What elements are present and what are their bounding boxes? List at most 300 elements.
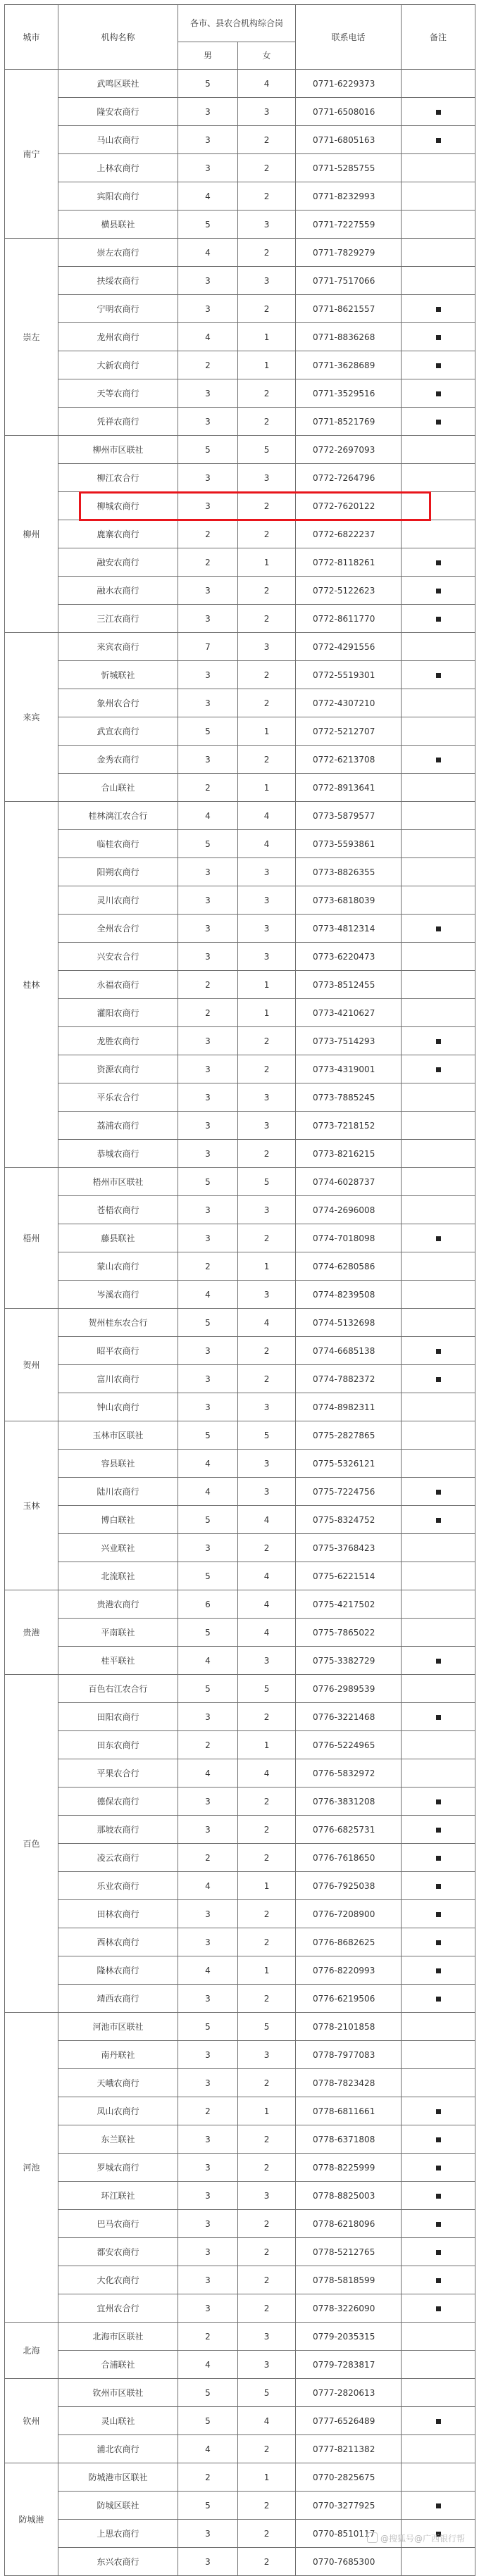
- note-cell: [402, 2154, 475, 2182]
- org-cell: 柳州市区联社: [58, 436, 178, 464]
- note-cell: [402, 1365, 475, 1393]
- org-cell: 贺州桂东农合行: [58, 1309, 178, 1337]
- org-cell: 河池市区联社: [58, 2013, 178, 2041]
- female-cell: 3: [238, 1450, 296, 1478]
- note-cell: [402, 1619, 475, 1647]
- phone-cell: 0778-7823428: [296, 2069, 402, 2097]
- org-cell: 上林农商行: [58, 154, 178, 182]
- phone-cell: 0776-8220993: [296, 1956, 402, 1985]
- phone-cell: 0778-5818599: [296, 2266, 402, 2294]
- org-cell: 乐业农商行: [58, 1872, 178, 1900]
- note-cell: [402, 1759, 475, 1788]
- org-cell: 柳城农商行: [58, 492, 178, 520]
- note-cell: [402, 1703, 475, 1731]
- phone-cell: 0771-6508016: [296, 98, 402, 126]
- table-row: [5, 1675, 475, 1703]
- table-row: [5, 520, 475, 548]
- note-cell: [402, 2069, 475, 2097]
- table-row: [5, 1281, 475, 1309]
- org-cell: 隆安农商行: [58, 98, 178, 126]
- male-cell: 3: [178, 379, 238, 408]
- note-cell: [402, 2013, 475, 2041]
- phone-cell: 0771-8836268: [296, 323, 402, 351]
- city-cell: 贵港: [5, 1590, 58, 1675]
- org-cell: 田东农商行: [58, 1731, 178, 1759]
- phone-cell: 0771-7517066: [296, 267, 402, 295]
- org-cell: 平乐农合行: [58, 1083, 178, 1112]
- phone-cell: 0772-2697093: [296, 436, 402, 464]
- phone-cell: 0776-6825731: [296, 1816, 402, 1844]
- note-cell: [402, 379, 475, 408]
- female-cell: 1: [238, 548, 296, 577]
- note-cell: [402, 633, 475, 661]
- org-cell: 环江联社: [58, 2182, 178, 2210]
- phone-cell: 0778-3226090: [296, 2294, 402, 2323]
- female-cell: 2: [238, 1140, 296, 1168]
- phone-cell: 0775-8324752: [296, 1506, 402, 1534]
- phone-cell: 0772-4291556: [296, 633, 402, 661]
- org-cell: 凌云农商行: [58, 1844, 178, 1872]
- table-row: [5, 577, 475, 605]
- note-cell: [402, 802, 475, 830]
- org-cell: 凤山农商行: [58, 2097, 178, 2125]
- phone-cell: 0775-6221514: [296, 1562, 402, 1590]
- phone-cell: 0778-6218096: [296, 2210, 402, 2238]
- org-cell: 忻城联社: [58, 661, 178, 689]
- phone-cell: 0779-2035315: [296, 2323, 402, 2351]
- org-cell: 龙州农商行: [58, 323, 178, 351]
- male-cell: 3: [178, 267, 238, 295]
- female-cell: 1: [238, 1872, 296, 1900]
- female-cell: 2: [238, 1365, 296, 1393]
- male-cell: 2: [178, 351, 238, 379]
- male-cell: 3: [178, 1337, 238, 1365]
- org-cell: 金秀农商行: [58, 746, 178, 774]
- phone-cell: 0776-3831208: [296, 1788, 402, 1816]
- phone-cell: 0773-5593861: [296, 830, 402, 858]
- female-cell: 2: [238, 746, 296, 774]
- city-cell: 柳州: [5, 436, 58, 633]
- male-cell: 3: [178, 98, 238, 126]
- note-cell: [402, 1478, 475, 1506]
- female-cell: 2: [238, 1788, 296, 1816]
- table-row: [5, 999, 475, 1027]
- male-cell: 3: [178, 1900, 238, 1928]
- male-cell: 5: [178, 1506, 238, 1534]
- table-row: [5, 1252, 475, 1281]
- phone-cell: 0773-6818039: [296, 886, 402, 915]
- phone-cell: 0773-7514293: [296, 1027, 402, 1055]
- org-cell: 兴业联社: [58, 1534, 178, 1562]
- table-row: [5, 2548, 475, 2576]
- male-cell: 4: [178, 182, 238, 211]
- phone-cell: 0776-2989539: [296, 1675, 402, 1703]
- table-row: [5, 98, 475, 126]
- table-row: [5, 2379, 475, 2407]
- phone-cell: 0773-8512455: [296, 971, 402, 999]
- org-cell: 昭平农商行: [58, 1337, 178, 1365]
- female-cell: 3: [238, 2041, 296, 2069]
- male-cell: 2: [178, 1731, 238, 1759]
- table-row: [5, 1140, 475, 1168]
- square-mark-icon: [436, 2137, 441, 2142]
- note-cell: [402, 2238, 475, 2266]
- org-cell: 陆川农商行: [58, 1478, 178, 1506]
- note-cell: [402, 2435, 475, 2463]
- phone-cell: 0773-7885245: [296, 1083, 402, 1112]
- square-mark-icon: [436, 1856, 441, 1861]
- male-cell: 3: [178, 2125, 238, 2154]
- male-cell: 5: [178, 70, 238, 98]
- note-cell: [402, 464, 475, 492]
- org-cell: 梧州市区联社: [58, 1168, 178, 1196]
- header-note: 备注: [402, 5, 475, 70]
- male-cell: 5: [178, 1675, 238, 1703]
- female-cell: 2: [238, 577, 296, 605]
- male-cell: 3: [178, 1083, 238, 1112]
- male-cell: 3: [178, 2520, 238, 2548]
- male-cell: 4: [178, 1956, 238, 1985]
- female-cell: 2: [238, 154, 296, 182]
- phone-cell: 0773-8216215: [296, 1140, 402, 1168]
- table-row: [5, 1534, 475, 1562]
- male-cell: 4: [178, 802, 238, 830]
- note-cell: [402, 1506, 475, 1534]
- table-row: [5, 886, 475, 915]
- sohu-logo-icon: [367, 2532, 378, 2543]
- city-cell: 桂林: [5, 802, 58, 1168]
- male-cell: 4: [178, 2435, 238, 2463]
- note-cell: [402, 1928, 475, 1956]
- table-row: [5, 1928, 475, 1956]
- female-cell: 4: [238, 830, 296, 858]
- female-cell: 2: [238, 1703, 296, 1731]
- table-row: [5, 2125, 475, 2154]
- table-row: [5, 1309, 475, 1337]
- phone-cell: 0778-7977083: [296, 2041, 402, 2069]
- org-cell: 天峨农商行: [58, 2069, 178, 2097]
- org-cell: 贵港农商行: [58, 1590, 178, 1619]
- header-female: 女: [238, 42, 296, 70]
- phone-cell: 0775-2827865: [296, 1421, 402, 1450]
- table-row: [5, 492, 475, 520]
- table-row: [5, 1844, 475, 1872]
- note-cell: [402, 971, 475, 999]
- male-cell: 3: [178, 1196, 238, 1224]
- female-cell: 2: [238, 1224, 296, 1252]
- org-cell: 苍梧农商行: [58, 1196, 178, 1224]
- org-cell: 融安农商行: [58, 548, 178, 577]
- female-cell: 2: [238, 295, 296, 323]
- phone-cell: 0773-5879577: [296, 802, 402, 830]
- table-row: [5, 605, 475, 633]
- phone-cell: 0770-8510117: [296, 2520, 402, 2548]
- male-cell: 3: [178, 154, 238, 182]
- female-cell: 1: [238, 1956, 296, 1985]
- table-row: [5, 1562, 475, 1590]
- male-cell: 2: [178, 999, 238, 1027]
- org-cell: 百色右江农合行: [58, 1675, 178, 1703]
- phone-cell: 0776-7925038: [296, 1872, 402, 1900]
- male-cell: 2: [178, 548, 238, 577]
- male-cell: 3: [178, 1055, 238, 1083]
- phone-cell: 0774-7882372: [296, 1365, 402, 1393]
- square-mark-icon: [436, 2419, 441, 2424]
- male-cell: 4: [178, 1478, 238, 1506]
- table-row: [5, 154, 475, 182]
- note-cell: [402, 2323, 475, 2351]
- note-cell: [402, 577, 475, 605]
- phone-cell: 0776-7618650: [296, 1844, 402, 1872]
- note-cell: [402, 2041, 475, 2069]
- table-row: [5, 746, 475, 774]
- note-cell: [402, 1562, 475, 1590]
- note-cell: [402, 1872, 475, 1900]
- female-cell: 3: [238, 886, 296, 915]
- male-cell: 5: [178, 830, 238, 858]
- note-cell: [402, 492, 475, 520]
- note-cell: [402, 689, 475, 717]
- female-cell: 5: [238, 2013, 296, 2041]
- male-cell: 3: [178, 915, 238, 943]
- note-cell: [402, 1421, 475, 1450]
- note-cell: [402, 1788, 475, 1816]
- square-mark-icon: [436, 363, 441, 368]
- phone-cell: 0772-8118261: [296, 548, 402, 577]
- note-cell: [402, 2351, 475, 2379]
- male-cell: 3: [178, 1027, 238, 1055]
- city-cell: 河池: [5, 2013, 58, 2323]
- note-cell: [402, 1027, 475, 1055]
- org-cell: 武宣农商行: [58, 717, 178, 746]
- female-cell: 2: [238, 2520, 296, 2548]
- male-cell: 3: [178, 577, 238, 605]
- watermark: [367, 2532, 465, 2544]
- org-cell: 宁明农商行: [58, 295, 178, 323]
- female-cell: 2: [238, 379, 296, 408]
- female-cell: 3: [238, 2323, 296, 2351]
- male-cell: 5: [178, 436, 238, 464]
- table-row: [5, 2294, 475, 2323]
- phone-cell: 0775-5326121: [296, 1450, 402, 1478]
- org-cell: 玉林市区联社: [58, 1421, 178, 1450]
- org-cell: 来宾农商行: [58, 633, 178, 661]
- female-cell: 4: [238, 1590, 296, 1619]
- female-cell: 2: [238, 239, 296, 267]
- header-group: 各市、县农合机构综合岗: [178, 5, 296, 42]
- phone-cell: 0772-5519301: [296, 661, 402, 689]
- org-cell: 扶绥农商行: [58, 267, 178, 295]
- table-row: [5, 464, 475, 492]
- note-cell: [402, 1956, 475, 1985]
- female-cell: 5: [238, 436, 296, 464]
- square-mark-icon: [436, 1236, 441, 1241]
- note-cell: [402, 1083, 475, 1112]
- female-cell: 2: [238, 492, 296, 520]
- male-cell: 5: [178, 1309, 238, 1337]
- female-cell: 2: [238, 605, 296, 633]
- female-cell: 1: [238, 971, 296, 999]
- female-cell: 1: [238, 351, 296, 379]
- female-cell: 3: [238, 858, 296, 886]
- female-cell: 2: [238, 1534, 296, 1562]
- phone-cell: 0775-4217502: [296, 1590, 402, 1619]
- note-cell: [402, 999, 475, 1027]
- female-cell: 4: [238, 1506, 296, 1534]
- phone-cell: 0776-6219506: [296, 1985, 402, 2013]
- phone-cell: 0779-7283817: [296, 2351, 402, 2379]
- square-mark-icon: [436, 1912, 441, 1917]
- female-cell: 1: [238, 2097, 296, 2125]
- note-cell: [402, 1112, 475, 1140]
- female-cell: 3: [238, 2182, 296, 2210]
- note-cell: [402, 2492, 475, 2520]
- city-cell: 崇左: [5, 239, 58, 436]
- org-cell: 灵川农商行: [58, 886, 178, 915]
- female-cell: 2: [238, 1816, 296, 1844]
- square-mark-icon: [436, 2250, 441, 2255]
- female-cell: 3: [238, 464, 296, 492]
- male-cell: 3: [178, 2548, 238, 2576]
- table-row: [5, 717, 475, 746]
- phone-cell: 0778-5212765: [296, 2238, 402, 2266]
- org-cell: 崇左农商行: [58, 239, 178, 267]
- note-cell: [402, 1675, 475, 1703]
- male-cell: 5: [178, 2407, 238, 2435]
- table-row: [5, 633, 475, 661]
- male-cell: 2: [178, 520, 238, 548]
- note-cell: [402, 126, 475, 154]
- note-cell: [402, 886, 475, 915]
- note-cell: [402, 661, 475, 689]
- header-male: 男: [178, 42, 238, 70]
- table-row: [5, 295, 475, 323]
- square-mark-icon: [436, 2194, 441, 2199]
- note-cell: [402, 1140, 475, 1168]
- org-cell: 那坡农商行: [58, 1816, 178, 1844]
- male-cell: 3: [178, 2182, 238, 2210]
- note-cell: [402, 915, 475, 943]
- note-cell: [402, 2097, 475, 2125]
- phone-cell: 0773-4210627: [296, 999, 402, 1027]
- female-cell: 2: [238, 2125, 296, 2154]
- org-cell: 田林农商行: [58, 1900, 178, 1928]
- square-mark-icon: [436, 2503, 441, 2508]
- square-mark-icon: [436, 2306, 441, 2311]
- male-cell: 2: [178, 1252, 238, 1281]
- female-cell: 2: [238, 689, 296, 717]
- male-cell: 3: [178, 2154, 238, 2182]
- table-row: [5, 1900, 475, 1928]
- table-row: [5, 1450, 475, 1478]
- table-row: [5, 1816, 475, 1844]
- table-row: [5, 1985, 475, 2013]
- male-cell: 6: [178, 1590, 238, 1619]
- male-cell: 3: [178, 943, 238, 971]
- org-cell: 岑溪农商行: [58, 1281, 178, 1309]
- header-phone: 联系电话: [296, 5, 402, 70]
- male-cell: 3: [178, 2069, 238, 2097]
- org-cell: 西林农商行: [58, 1928, 178, 1956]
- table-row: [5, 2238, 475, 2266]
- table-row: [5, 2323, 475, 2351]
- org-cell: 全州农合行: [58, 915, 178, 943]
- female-cell: 3: [238, 2351, 296, 2379]
- phone-cell: 0771-7829279: [296, 239, 402, 267]
- table-row: [5, 2182, 475, 2210]
- table-row: [5, 858, 475, 886]
- female-cell: 4: [238, 802, 296, 830]
- org-cell: 浦北农商行: [58, 2435, 178, 2463]
- square-mark-icon: [436, 1715, 441, 1720]
- phone-cell: 0771-7227559: [296, 211, 402, 239]
- phone-cell: 0771-8521769: [296, 408, 402, 436]
- female-cell: 3: [238, 267, 296, 295]
- table-row: [5, 802, 475, 830]
- phone-cell: 0776-5832972: [296, 1759, 402, 1788]
- phone-cell: 0776-8682625: [296, 1928, 402, 1956]
- note-cell: [402, 605, 475, 633]
- note-cell: [402, 1168, 475, 1196]
- note-cell: [402, 1985, 475, 2013]
- male-cell: 3: [178, 2041, 238, 2069]
- table-row: [5, 1590, 475, 1619]
- org-cell: 凭祥农商行: [58, 408, 178, 436]
- phone-cell: 0774-6028737: [296, 1168, 402, 1196]
- table-row: [5, 1703, 475, 1731]
- org-cell: 罗城农商行: [58, 2154, 178, 2182]
- female-cell: 2: [238, 2210, 296, 2238]
- org-cell: 龙胜农商行: [58, 1027, 178, 1055]
- org-cell: 三江农商行: [58, 605, 178, 633]
- male-cell: 5: [178, 2013, 238, 2041]
- phone-cell: 0773-7218152: [296, 1112, 402, 1140]
- table-row: [5, 774, 475, 802]
- phone-cell: 0772-5122623: [296, 577, 402, 605]
- square-mark-icon: [436, 307, 441, 312]
- phone-cell: 0772-6213708: [296, 746, 402, 774]
- male-cell: 4: [178, 239, 238, 267]
- org-cell: 天等农商行: [58, 379, 178, 408]
- female-cell: 2: [238, 2069, 296, 2097]
- org-cell: 临桂农商行: [58, 830, 178, 858]
- female-cell: 3: [238, 1393, 296, 1421]
- phone-cell: 0778-2101858: [296, 2013, 402, 2041]
- org-cell: 马山农商行: [58, 126, 178, 154]
- male-cell: 3: [178, 492, 238, 520]
- org-cell: 合山联社: [58, 774, 178, 802]
- female-cell: 3: [238, 1647, 296, 1675]
- square-mark-icon: [436, 589, 441, 593]
- org-cell: 都安农商行: [58, 2238, 178, 2266]
- female-cell: 4: [238, 1309, 296, 1337]
- male-cell: 4: [178, 1759, 238, 1788]
- note-cell: [402, 1731, 475, 1759]
- female-cell: 2: [238, 408, 296, 436]
- phone-cell: 0771-6229373: [296, 70, 402, 98]
- city-cell: 防城港: [5, 2463, 58, 2576]
- square-mark-icon: [436, 110, 441, 115]
- org-cell: 巴马农商行: [58, 2210, 178, 2238]
- square-mark-icon: [436, 1067, 441, 1072]
- note-cell: [402, 154, 475, 182]
- male-cell: 5: [178, 2379, 238, 2407]
- table-row: [5, 915, 475, 943]
- male-cell: 3: [178, 689, 238, 717]
- female-cell: 1: [238, 323, 296, 351]
- org-cell: 平南联社: [58, 1619, 178, 1647]
- org-cell: 隆林农商行: [58, 1956, 178, 1985]
